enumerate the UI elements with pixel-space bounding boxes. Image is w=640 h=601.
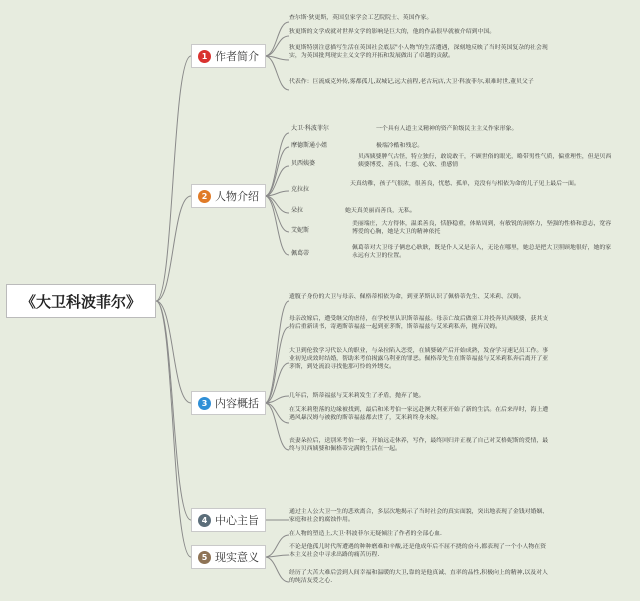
root-topic[interactable]: [6, 284, 156, 318]
note-text: 在艾米莉堕落的边缘被找到，最后和米考伯一家远赴澳大利亚开始了新的生活。在后来岸时，海上遭遇风暴汉姆与被救的斯蒂福兹都去世了，艾米莉终身未嫁。: [289, 407, 549, 421]
character-name: 艾妮斯: [291, 227, 310, 234]
character-name: 摩德斯通小姐: [291, 142, 328, 149]
topic-title: 中心主旨: [215, 514, 259, 527]
topic-central-idea[interactable]: [191, 508, 266, 532]
topic-title: 人物介绍: [215, 190, 259, 203]
topic-summary[interactable]: [191, 391, 266, 415]
character-desc: 佩葛蒂对大卫母子俩忠心耿耿，既是仆人又是亲人，无论在哪里，她总是把大卫照顾地很好，她的家永远有大卫的位置。: [352, 245, 612, 259]
topic-characters[interactable]: [191, 184, 266, 208]
note-text: 通过主人公大卫一生的悲欢离合，多层次地揭示了当时社会的真实面貌，突出地表现了金钱对婚姻、家庭和社会的腐蚀作用。: [289, 509, 549, 523]
note-text: 查尔斯·狄更斯，英国皇家学会工艺院院士、英国作家。: [289, 15, 433, 21]
number-4-icon: 4: [198, 514, 211, 527]
character-name: 佩葛蒂: [291, 250, 310, 257]
character-name: 朵拉: [291, 207, 304, 214]
character-name: 贝西姨婆: [291, 160, 316, 167]
note-text: 几年后，斯蒂福兹与艾米莉发生了矛盾，抛弃了她。: [289, 393, 425, 399]
number-5-icon: 5: [198, 551, 211, 564]
character-desc: 天真幼稚，孩子气很浓，很善良，忧愁、孤单，竟没有与相依为命的儿子见上最后一面。: [350, 181, 580, 187]
topic-author-intro[interactable]: [191, 44, 266, 68]
note-text: 经历了大苦大难后尝到人间幸福和温暖的大卫,靠的是他真诚、直率的品性,积极向上的精神,以及对人的纯洁友爱之心.: [289, 570, 548, 584]
character-desc: 美丽端庄，大方得体，温柔善良，恬静稳重，体贴周到，有敏锐的洞察力，坚强的性格和意志，宽容博爱的心胸，她是大卫的精神依托: [352, 221, 612, 235]
character-name: 大卫·科波菲尔: [291, 125, 329, 132]
topic-title: 作者简介: [215, 50, 259, 63]
character-name: 克拉拉: [291, 186, 310, 193]
note-text: 在人物的塑造上,大卫·科波菲尔无疑倾注了作者的全部心血.: [289, 531, 442, 537]
note-text: 丧妻朵拉后，送别米考伯一家，开始远走休养，写作，最终回归并正视了自己对艾格妮斯的爱情，最终与贝西姨婆和佩格蒂完满的生活在一起。: [289, 438, 549, 452]
note-text: 狄更斯的文学成就对世界文学的影响是巨大的，他的作品很早就被介绍到中国。: [289, 29, 496, 35]
character-desc: 一个具有人道主义精神的资产阶级民主主义作家形象。: [376, 126, 518, 132]
note-text: 母亲改嫁后，遭受继父的虐待，在学校里认识斯蒂福兹。母亲亡故后做童工并投奔贝西姨婆，获其支持后重新读书，寄遇斯蒂福兹一起到亚茅斯，斯蒂福兹与艾米莉私奔，抛弃汉姆。: [289, 316, 549, 330]
note-text: 不论是他孤儿时代所遭遇的种种磨难和辛酸,还是他成年后不屈不挠的奋斗,都表现了一个小人物在资本主义社会中寻求出路的痛苦历程.: [289, 544, 547, 558]
character-desc: 极端冷酷和残忍。: [376, 143, 424, 149]
number-3-icon: 3: [198, 397, 211, 410]
note-text: 狄更斯特别注意描写生活在英国社会底层"小人物"的生活遭遇，深刻地反映了当时英国复杂的社会现实，为英国批判现实主义文学的开拓和发展做出了卓越的贡献。: [289, 45, 548, 59]
note-text: 遗腹子身份的大卫与母亲、佩格蒂相依为命，到亚茅斯认识了佩格蒂先生、艾米莉、汉姆。: [289, 294, 525, 300]
note-text: 代表作：巨流威克外传,雾都孤儿,双城记,远大前程,老古玩店,大卫·科波菲尔,艰难时世,董贝父子: [289, 79, 534, 85]
number-2-icon: 2: [198, 190, 211, 203]
topic-title: 内容概括: [215, 397, 259, 410]
root-title: 《大卫科波菲尔》: [20, 292, 141, 311]
character-desc: 贝西姨婆脾气古怪，特立独行，敢说敢干，不顾世俗的眼光，略带男性气质，偏重理性，但是贝西姨婆博爱、善良、仁慈、心软、重感情: [358, 154, 612, 168]
character-desc: 她天真美丽而善良，无私。: [345, 208, 416, 214]
note-text: 大卫到伦敦学习代讼人的职业，与朵拉陷入恋爱，在姨婆破产后开始成熟，发奋学习速记员工作。事业初见成效时结婚，帮助米考伯揭露乌利亚的罪恶。佩格蒂先生在斯蒂福兹与艾米莉私奔后离开了亚茅斯，到处流浪寻找他那可怜的外甥女。: [289, 348, 549, 370]
topic-significance[interactable]: [191, 545, 266, 569]
topic-title: 现实意义: [215, 551, 259, 564]
number-1-icon: 1: [198, 50, 211, 63]
